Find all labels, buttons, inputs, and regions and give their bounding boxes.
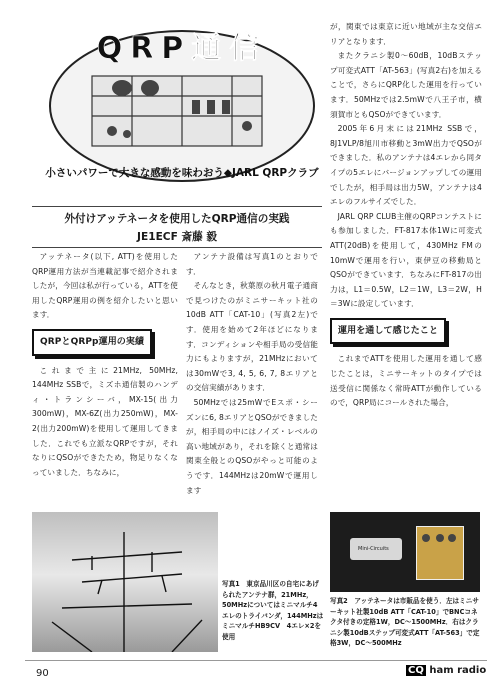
header-title: QRP通信	[96, 31, 268, 66]
paragraph: 50MHzでは25mWでEスポ・シーズンに6, 8エリアとQSOができましたが，相手局の中にはノイズ・レベルの高い地域があり，それを除くと通常は関東全般とのQSOがやっと可能のようです．144MHzは20mWで運用します	[186, 397, 318, 495]
paragraph: が，関東では東京に近い地域が主な交信エリアとなります．	[330, 22, 482, 46]
column-3	[330, 20, 482, 411]
section-heading: 運用を通して感じたこと	[330, 318, 446, 345]
switch-knob-icon	[436, 534, 444, 542]
photo2-caption: 写真2 アッテネータは市販品を使う．左はミニサーキット社製10dB ATT「CAT-10」でBNCコネクタ付きの定格1W，DC～1500MHz．右はクラニシ製10dBステップ可変式ATT「AT-563」で定格3W，DC～500MHz	[330, 597, 480, 648]
header-banner	[32, 16, 320, 191]
mini-circuits-label: Mini-Circuits	[358, 546, 389, 552]
switch-knob-icon	[448, 534, 456, 542]
footer-rule	[25, 660, 487, 661]
photo1-caption: 写真1 東京品川区の自宅にあげられたアンテナ群，21MHz，50MHzについてはミニマルチ4エレのトライバンダ，144MHzはミニマルチHB9CV 4エレ×2を使用	[222, 580, 324, 641]
paragraph: アンテナ設備は写真1のとおりです．	[186, 252, 318, 276]
paragraph: 2005年6月末には21MHz SSBで，8J1VLP/8旭川市移動と3mW出力でQSOができました．私のアンテナは4エレから同タイプの5エレにバージョンアップしての運用でしたが，相手局は出力5W，アンテナは4エレのフルサイズでした．	[330, 124, 482, 207]
switch-knob-icon	[422, 534, 430, 542]
attenuator-photo	[330, 512, 480, 592]
antenna-photo	[32, 512, 218, 652]
magazine-name	[406, 665, 486, 676]
paragraph: アッテネータ(以下, ATT)を使用したQRP運用方法が当連載記事で紹介されましたが，今回は私が行っている，ATTを使用したQRP運用の例を紹介したいと思います．	[32, 252, 178, 320]
header-illustration	[32, 16, 320, 191]
section-heading: QRPとQRPp運用の実績	[32, 329, 152, 356]
article-title: 外付けアッテネータを使用したQRP通信の実践	[64, 213, 290, 225]
article-author: JE1ECF 斎藤 毅	[137, 231, 217, 243]
antenna-icon	[32, 512, 218, 652]
magazine-cq-mark: CQ	[408, 665, 424, 676]
page-number: 90	[36, 668, 49, 679]
magazine-page	[10, 6, 492, 682]
paragraph: JARL QRP CLUB主催のQRPコンテストにも参加しました．FT-817本体1Wに可変式ATT(20dB)を使用して，430MHz FMの10mWで運用を行い，東伊豆の移動局とQSOができています．ちなみにFT-817の出力は，L1＝0.5W，L2＝1W，L3＝2W，H＝3Wに設定しています．	[330, 211, 482, 309]
paragraph: これまでATTを使用した運用を通して感じたことは，ミニサーキットのタイプでは送受信に関係なく常時ATTが動作しているので，QRP局にコールされた場合，	[330, 354, 482, 408]
magazine-title: ham radio	[429, 665, 487, 676]
paragraph: そんなとき，秋葉原の秋月電子通商で見つけたのがミニサーキット社の10dB ATT「CAT-10」(写真2左)です．使用を始めて2年ほどになります．コンディションや相手局の受信能力にもよりますが，21MHzにおいては30mWで3, 4, 5, 6, 7, 8エリアとの交信実績があります．	[186, 281, 318, 393]
article-title-block	[32, 206, 322, 248]
column-1	[32, 250, 178, 480]
header-subtitle: 小さいパワーで大きな感動を味わおう◆JARL QRPクラブ	[45, 167, 319, 179]
column-2	[186, 250, 318, 498]
paragraph: これまで主に21MHz, 50MHz, 144MHz SSBで，ミズホ通信製のハンディ・トランシーバ，MX-15(出力300mW)，MX-6Z(出力250mW)，MX-2(出力200mW)を使用して運用してきました．これでも立派なQRPですが，それなりにQSOができたため，物足りなくなっていました．ちなみに，	[32, 365, 178, 477]
paragraph: またクラニシ製0～60dB，10dBステップ可変式ATT「AT-563」(写真2右)を加えることで，さらにQRP化した運用を行っています．50MHzでは2.5mWで八王子市，横須賀市ともQSOができています．	[330, 51, 482, 119]
